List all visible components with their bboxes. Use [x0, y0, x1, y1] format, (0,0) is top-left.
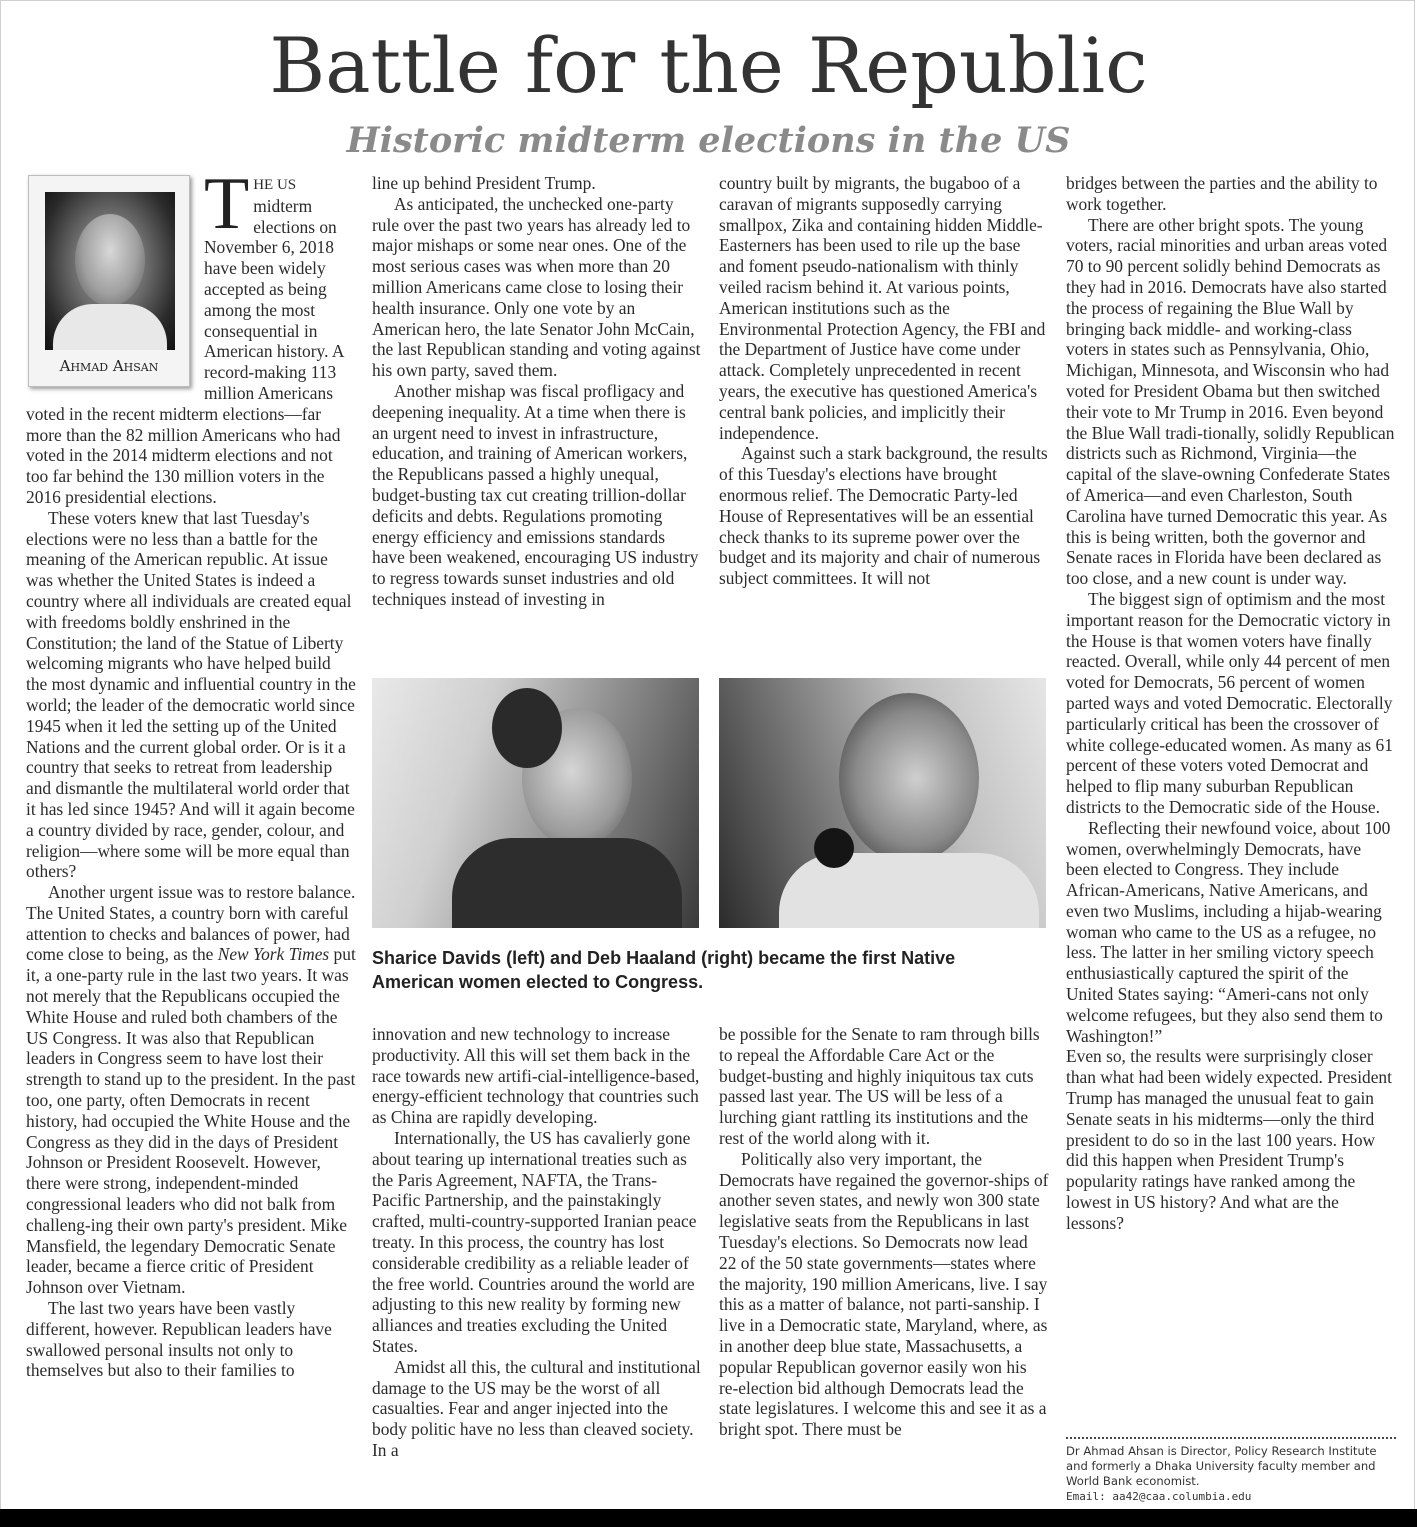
paragraph: The last two years have been vastly different, however. Republican leaders have swallowed personal insults not only to themselves but also to their families to: [26, 1298, 332, 1381]
paragraph: Another mishap was fiscal profligacy and deepening inequality. At a time when there is an urgent need to invest in infrastructure, education, and training of American workers, the Republicans passed a highly unequal, budget-busting tax cut creating trillion-dollar deficits and debts. Regulations promoting energy efficiency and emissions standards have been weakened, encouraging US industry to regress towards sunset industries and old techniques instead of investing in: [372, 380, 699, 609]
paragraph: innovation and new technology to increase productivity. All this will set them back in the race towards new artifi-cial-intelligence-based, energy-efficient technology that countries such as China are rapidly developing.: [372, 1024, 700, 1128]
article-column-4: [1066, 173, 1396, 1234]
article-column-2-bottom: [372, 1024, 702, 1461]
paragraph: Against such a stark background, the results of this Tuesday's elections have brought enormous relief. The Democratic Party-led House of Representatives will be an essential check thanks to its supreme power over the budget and its majority and chair of numerous subject committees. It will not: [719, 443, 1048, 589]
article-column-1: [26, 163, 356, 1381]
photo-subject-head: [839, 693, 979, 863]
photo-subject-body: [452, 838, 682, 928]
paragraph: line up behind President Trump.: [372, 173, 596, 193]
paragraph: bridges between the parties and the ability to work together.: [1066, 173, 1378, 214]
subhead: Historic midterm elections in the US: [346, 120, 1071, 161]
photo-subject-body: [779, 853, 1039, 928]
paragraph: As anticipated, the unchecked one-party rule over the past two years has already led to major mishaps or some near ones. One of the most serious cases was when more than 20 million Americans came close to losing their health insurance. Only one vote by an American hero, the late Senator John McCain, the last Republican standing and voting against his own party, saved them.: [372, 193, 701, 381]
author-face: [75, 214, 145, 306]
author-photo: [45, 192, 175, 350]
photo-deb-haaland: [719, 678, 1046, 928]
headline: Battle for the Republic: [269, 21, 1148, 110]
article-column-3-bottom: [719, 1024, 1049, 1440]
paragraph: Another urgent issue was to restore balance. The United States, a country born with careful attention to checks and balances of power, had come close to being, as the New York Times put it, a one-party rule in the last two years. It was not merely that the Republicans occupied the White House and ruled both chambers of the US Congress. It was also that Republican leaders in Congress seem to have lost their strength to stand up to the president. In the past too, one party, often Democrats in recent history, had occupied the White House and the Congress as they did in the days of President Johnson or President Roosevelt. However, there were strong, independent-minded congressional leaders who did not balk from challeng-ing their own party's president. Mike Mansfield, the legendary Democratic Senate leader, became a fierce critic of President Johnson over Vietnam.: [26, 882, 356, 1298]
author-shirt: [53, 304, 167, 350]
author-photo-box: [28, 175, 190, 387]
paragraph: These voters knew that last Tuesday's elections were no less than a battle for the meaning of the American republic. At issue was whether the United States is indeed a country where all individuals are created equal with freedoms boldly enshrined in the Constitution; the land of the Statue of Liberty welcoming migrants who have helped build the most dynamic and influential country in the world; the leader of the democratic world since 1945 when it led the setting up of the United Nations and the current global order. Or is it a country that seeks to retreat from leadership and dismantle the multilateral world order that it has led since 1945? And will it again become a country divided by race, gender, colour, and religion—where some will be more equal than others?: [26, 507, 356, 882]
author-name: Ahmad Ahsan: [59, 357, 159, 375]
microphone-icon: [814, 828, 854, 868]
page-bottom-bar: [0, 1509, 1417, 1527]
paragraph: country built by migrants, the bugaboo of a caravan of migrants supposedly carrying smallpox, Zika and containing hidden Middle-Easterners has been used to rile up the base and foment pseudo-nationalism with thinly veiled racism behind it. At various points, American institutions such as the Environmental Protection Agency, the FBI and the Department of Justice have come under attack. Completely unprecedented in recent years, the executive has questioned America's central bank policies, and implicitly their independence.: [719, 173, 1046, 443]
paragraph: There are other bright spots. The young voters, racial minorities and urban areas voted 70 to 90 percent solidly behind Democrats as they had in 2016. Democrats have also started the process of regaining the Blue Wall by bringing back middle- and working-class voters in states such as Pennsylvania, Ohio, Michigan, Minnesota, and Wisconsin who had voted for President Obama but then switched their vote to Mr Trump in 2016. Even beyond the Blue Wall tradi-tionally, solidly Republican districts such as Richmond, Virginia—the capital of the slave-owning Confederate States of America—and even Charleston, South Carolina have turned Democratic this year. As this is being written, both the governor and Senate races in Florida have been declared as too close, and a new count is under way.: [1066, 214, 1395, 589]
paragraph: Reflecting their newfound voice, about 100 women, overwhelmingly Democrats, have been elected to Congress. They include African-Americans, Native Americans, and even two Muslims, including a hijab-wearing woman who came to the US as a refugee, no less. The latter in her smiling victory speech enthusiastically captured the spirit of the United States saying: “Ameri-cans not only welcome refugees, but they also send them to Washington!”: [1066, 817, 1391, 1046]
paragraph: Internationally, the US has cavalierly gone about tearing up international treaties such as the Paris Agreement, NAFTA, the Trans-Pacific Partnership, and the painstakingly crafted, multi-country-supported Iranian peace treaty. In this process, the country has lost considerable credibility as a reliable leader of the free world. Countries around the world are adjusting to this new reality by forming new alliances and treaties excluding the United States.: [372, 1127, 697, 1356]
article-column-3-top: [719, 173, 1049, 589]
paragraph: be possible for the Senate to ram through bills to repeal the Affordable Care Act or the budget-busting and highly iniquitous tax cuts passed last year. The US will be less of a lurching giant rattling its institutions and the rest of the world along with it.: [719, 1024, 1040, 1148]
author-email: Email: aa42@caa.columbia.edu: [1066, 1490, 1252, 1503]
author-bio: [1066, 1444, 1396, 1504]
lead-caps: HE US: [253, 177, 297, 193]
photo-caption: Sharice Davids (left) and Deb Haaland (right) became the first Native American women elected to Congress.: [372, 948, 956, 992]
photo-subject-hair: [492, 688, 562, 768]
paragraph: Politically also very important, the Democrats have regained the governor-ships of another seven states, and newly won 300 state legislative seats from the Republicans in last Tuesday's elections. So Democrats now lead 22 of the 50 state governments—states where the majority, 190 million Americans, live. I say this as a matter of balance, not parti-sanship. I live in a Democratic state, Maryland, where, as in another deep blue state, Massachusetts, a popular Republican governor easily won his re-election bid although Democrats lead the state legislatures. I welcome this and see it as a bright spot. There must be: [719, 1148, 1049, 1440]
paragraph: Amidst all this, the cultural and institutional damage to the US may be the worst of all casualties. Fear and anger injected into the body politic have no less than cleaved society. In a: [372, 1356, 701, 1460]
drop-cap: T: [204, 163, 250, 245]
photo-sharice-davids: [372, 678, 699, 928]
bio-divider: [1066, 1437, 1396, 1439]
paragraph: The biggest sign of optimism and the most important reason for the Democratic victory in the House is that women voters have finally reacted. Overall, while only 44 percent of men voted for Democrats, 56 percent of women parted ways and voted Democratic. Electorally particularly critical has been the crossover of white college-educated women. As many as 61 percent of these voters voted Democrat and helped to flip many suburban Republican districts to the Democratic side of the House.: [1066, 588, 1393, 817]
lead-text: midterm elections on November 6, 2018 have been widely accepted as being among the most consequential in American history. A record-making 113 million Americans voted in the recent midterm elections—far more than the 82 million Americans who had voted in the 2014 midterm elections and not too far behind the 130 million voters in the 2016 presidential elections.: [26, 195, 344, 507]
publication-title: New York Times: [217, 944, 330, 965]
author-bio-text: Dr Ahmad Ahsan is Director, Policy Research Institute and formerly a Dhaka University faculty member and World Bank economist.: [1066, 1444, 1377, 1488]
paragraph: Even so, the results were surprisingly closer than what had been widely expected. President Trump has managed the unusual feat to gain Senate seats in his midterms—only the third president to do so in the last 100 years. How did this happen when President Trump's popularity ratings have ranked among the lowest in US history? And what are the lessons?: [1066, 1046, 1392, 1233]
article-column-2-top: [372, 173, 702, 610]
